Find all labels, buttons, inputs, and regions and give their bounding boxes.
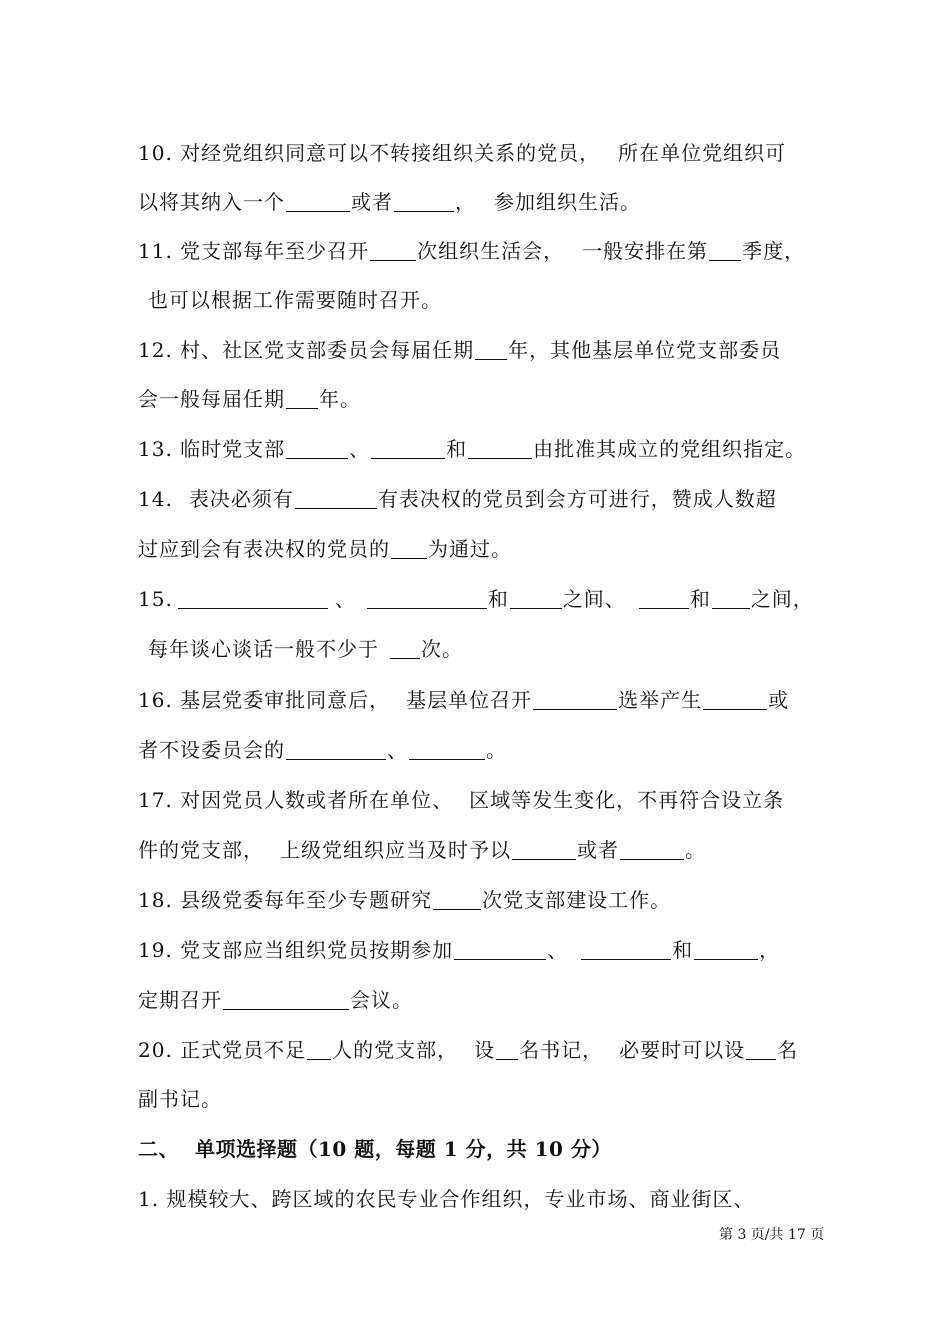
question-17-line-1: 17. 对因党员人数或者所在单位、 区域等发生变化，不再符合设立条 (138, 788, 785, 812)
question-17-line-2: 件的党支部， 上级党组织应当及时予以 或者 。 (138, 838, 706, 862)
answer-blank[interactable] (510, 588, 562, 609)
answer-blank[interactable] (703, 689, 767, 710)
mc-question-1-line-1: 1. 规模较大、跨区域的农民专业合作组织，专业市场、商业街区、 (138, 1187, 755, 1211)
question-15-line-2: 每年谈心谈话一般不少于 次。 (148, 637, 463, 661)
question-14-line-1: 14. 表决必须有 有表决权的党员到会方可进行，赞成人数超 (138, 487, 777, 511)
answer-blank[interactable] (371, 438, 445, 459)
answer-blank[interactable] (409, 739, 485, 760)
question-16-line-2: 者不设委员会的 、 。 (138, 738, 507, 762)
question-19-line-1: 19. 党支部应当组织党员按期参加 、 和 ， (138, 938, 781, 962)
question-12-line-2: 会一般每届任期 年。 (138, 387, 361, 411)
answer-blank[interactable] (512, 839, 576, 860)
answer-blank[interactable] (694, 939, 758, 960)
answer-blank[interactable] (390, 638, 420, 659)
section-heading: 二、 单项选择题（10 题，每题 1 分，共 10 分） (138, 1137, 612, 1161)
answer-blank[interactable] (639, 588, 689, 609)
question-11-line-2: 也可以根据工作需要随时召开。 (148, 288, 442, 312)
question-15-line-1: 15. 、 和 之间、 和 之间， (138, 587, 814, 611)
answer-blank[interactable] (367, 588, 487, 609)
question-12-line-1: 12. 村、社区党支部委员会每届任期 年，其他基层单位党支部委员 (138, 338, 782, 362)
answer-blank[interactable] (433, 889, 481, 910)
answer-blank[interactable] (286, 438, 348, 459)
page-footer: 第 3 页/共 17 页 (719, 1227, 825, 1243)
answer-blank[interactable] (370, 240, 416, 261)
answer-blank[interactable] (468, 438, 532, 459)
question-10-line-1: 10. 对经党组织同意可以不转接组织关系的党员， 所在单位党组织可 (138, 141, 787, 165)
question-14-line-2: 过应到会有表决权的党员的 为通过。 (138, 537, 512, 561)
answer-blank[interactable] (709, 240, 741, 261)
question-16-line-1: 16. 基层党委审批同意后， 基层单位召开 选举产生 或 (138, 688, 790, 712)
answer-blank[interactable] (307, 1039, 331, 1060)
question-13-line-1: 13. 临时党支部 、 和 由批准其成立的党组织指定。 (138, 437, 807, 461)
answer-blank[interactable] (533, 689, 617, 710)
question-10-line-2: 以将其纳入一个 或者 ， 参加组织生活。 (138, 190, 641, 214)
answer-blank[interactable] (178, 588, 328, 609)
question-18-line-1: 18. 县级党委每年至少专题研究 次党支部建设工作。 (138, 888, 672, 912)
answer-blank[interactable] (712, 588, 750, 609)
answer-blank[interactable] (475, 339, 507, 360)
question-20-line-1: 20. 正式党员不足 人的党支部， 设 名书记， 必要时可以设 名 (138, 1038, 799, 1062)
answer-blank[interactable] (394, 191, 454, 212)
answer-blank[interactable] (454, 939, 546, 960)
answer-blank[interactable] (391, 538, 427, 559)
answer-blank[interactable] (223, 989, 349, 1010)
answer-blank[interactable] (746, 1039, 776, 1060)
question-19-line-2: 定期召开 会议。 (138, 988, 413, 1012)
answer-blank[interactable] (295, 488, 377, 509)
answer-blank[interactable] (581, 939, 671, 960)
answer-blank[interactable] (286, 191, 350, 212)
question-20-line-2: 副书记。 (138, 1087, 222, 1111)
answer-blank[interactable] (496, 1039, 518, 1060)
question-11-line-1: 11. 党支部每年至少召开 次组织生活会， 一般安排在第 季度， (138, 239, 806, 263)
answer-blank[interactable] (286, 739, 386, 760)
answer-blank[interactable] (286, 388, 318, 409)
answer-blank[interactable] (620, 839, 684, 860)
